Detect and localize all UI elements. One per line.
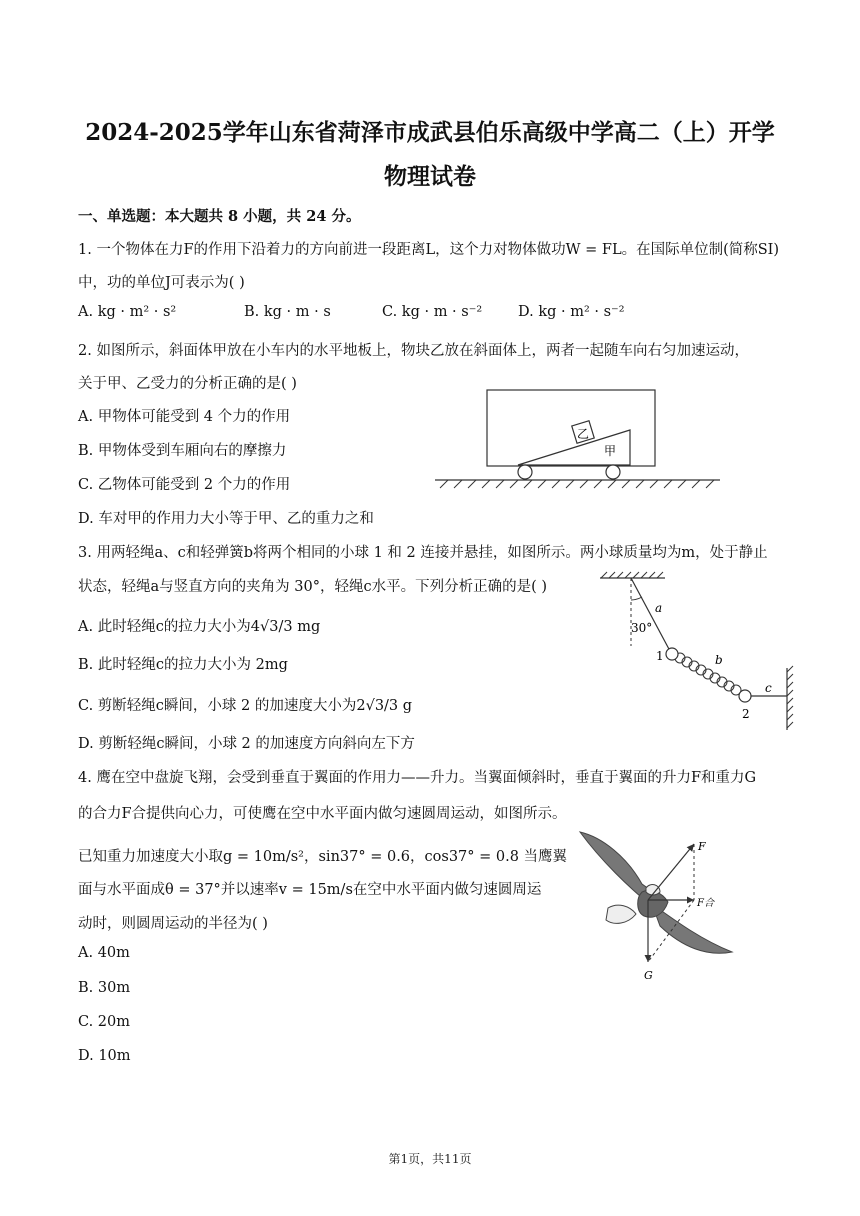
q3-option-a: A. 此时轻绳c的拉力大小为4√3/3 mg <box>78 619 321 635</box>
page-title-line2: 物理试卷 <box>384 163 476 190</box>
q1-option-d: D. kg · m² · s⁻² <box>518 304 625 320</box>
page-title-line1: 2024-2025学年山东省菏泽市成武县伯乐高级中学高二（上）开学 <box>85 119 775 146</box>
q3-option-b: B. 此时轻绳c的拉力大小为 2mg <box>78 657 288 673</box>
wall-hatch <box>787 666 793 728</box>
q1-line1: 1. 一个物体在力F的作用下沿着力的方向前进一段距离L，这个力对物体做功W = FL。在国际单位制(简称SI) <box>78 242 780 258</box>
eagle-wing-lower <box>652 904 732 953</box>
force-F-label: F <box>698 840 706 853</box>
ceiling-hatch <box>601 572 663 578</box>
q1-option-c: C. kg · m · s⁻² <box>382 304 483 320</box>
ball-2-label: 2 <box>742 707 750 721</box>
q2-line2: 关于甲、乙受力的分析正确的是( ) <box>78 376 297 392</box>
q2-option-b: B. 甲物体受到车厢向右的摩擦力 <box>78 443 287 459</box>
rope-a <box>631 578 670 651</box>
q2-option-d: D. 车对甲的作用力大小等于甲、乙的重力之和 <box>78 511 374 527</box>
q3-spring-figure <box>595 568 805 738</box>
wheel-right <box>606 465 620 479</box>
label-yi: 乙 <box>577 427 590 441</box>
q3-line1: 3. 用两轻绳a、c和轻弹簧b将两个相同的小球 1 和 2 连接并悬挂，如图所示。两小球质量均为m，处于静止 <box>78 545 768 561</box>
spring-b <box>675 653 741 695</box>
q4-line2: 的合力F合提供向心力，可使鹰在空中水平面内做匀速圆周运动，如图所示。 <box>78 806 567 822</box>
q4-line5: 动时，则圆周运动的半径为( ) <box>78 916 268 932</box>
q2-line1: 2. 如图所示，斜面体甲放在小车内的水平地板上，物块乙放在斜面体上，两者一起随车向右匀加速运动， <box>78 343 749 359</box>
q4-line3: 已知重力加速度大小取g = 10m/s²，sin37° = 0.6，cos37° = 0.8 当鹰翼 <box>78 849 568 865</box>
angle-arc <box>631 597 642 600</box>
q3-option-d: D. 剪断轻绳c瞬间，小球 2 的加速度方向斜向左下方 <box>78 736 415 752</box>
q4-option-b: B. 30m <box>78 980 131 996</box>
q4-option-d: D. 10m <box>78 1048 131 1064</box>
q2-option-a: A. 甲物体可能受到 4 个力的作用 <box>78 409 291 425</box>
page-footer: 第1页，共11页 <box>388 1152 472 1166</box>
q4-line4: 面与水平面成θ = 37°并以速率v = 15m/s在空中水平面内做匀速圆周运 <box>78 882 542 898</box>
q4-eagle-figure <box>572 822 742 987</box>
label-jia: 甲 <box>604 444 617 458</box>
force-G-label: G <box>644 969 653 982</box>
force-Fhe-label: F合 <box>697 898 714 909</box>
q4-option-a: A. 40m <box>78 945 130 961</box>
spring-b-label: b <box>715 653 723 667</box>
q1-option-a: A. kg · m² · s² <box>78 304 177 320</box>
ball-1 <box>666 648 678 660</box>
q4-option-c: C. 20m <box>78 1014 130 1030</box>
q4-line1: 4. 鹰在空中盘旋飞翔，会受到垂直于翼面的作用力——升力。当翼面倾斜时，垂直于翼面的升力F和重力G <box>78 770 757 786</box>
rope-c-label: c <box>765 681 772 695</box>
eagle-tail <box>606 905 636 923</box>
q1-option-b: B. kg · m · s <box>244 304 331 320</box>
angle-label: 30° <box>631 621 653 635</box>
force-F-arrow <box>648 844 694 900</box>
q3-line2: 状态，轻绳a与竖直方向的夹角为 30°，轻绳c水平。下列分析正确的是( ) <box>78 579 547 595</box>
wheel-left <box>518 465 532 479</box>
ball-1-label: 1 <box>656 649 664 663</box>
q2-option-c: C. 乙物体可能受到 2 个力的作用 <box>78 477 291 493</box>
section-heading: 一、单选题：本大题共 8 小题，共 24 分。 <box>78 208 361 225</box>
q3-option-c: C. 剪断轻绳c瞬间，小球 2 的加速度大小为2√3/3 g <box>78 698 413 714</box>
ball-2 <box>739 690 751 702</box>
q1-line2: 中，功的单位J可表示为( ) <box>78 275 245 291</box>
ground-hatch <box>440 480 714 488</box>
q2-cart-figure <box>430 385 770 495</box>
rope-a-label: a <box>655 601 663 615</box>
